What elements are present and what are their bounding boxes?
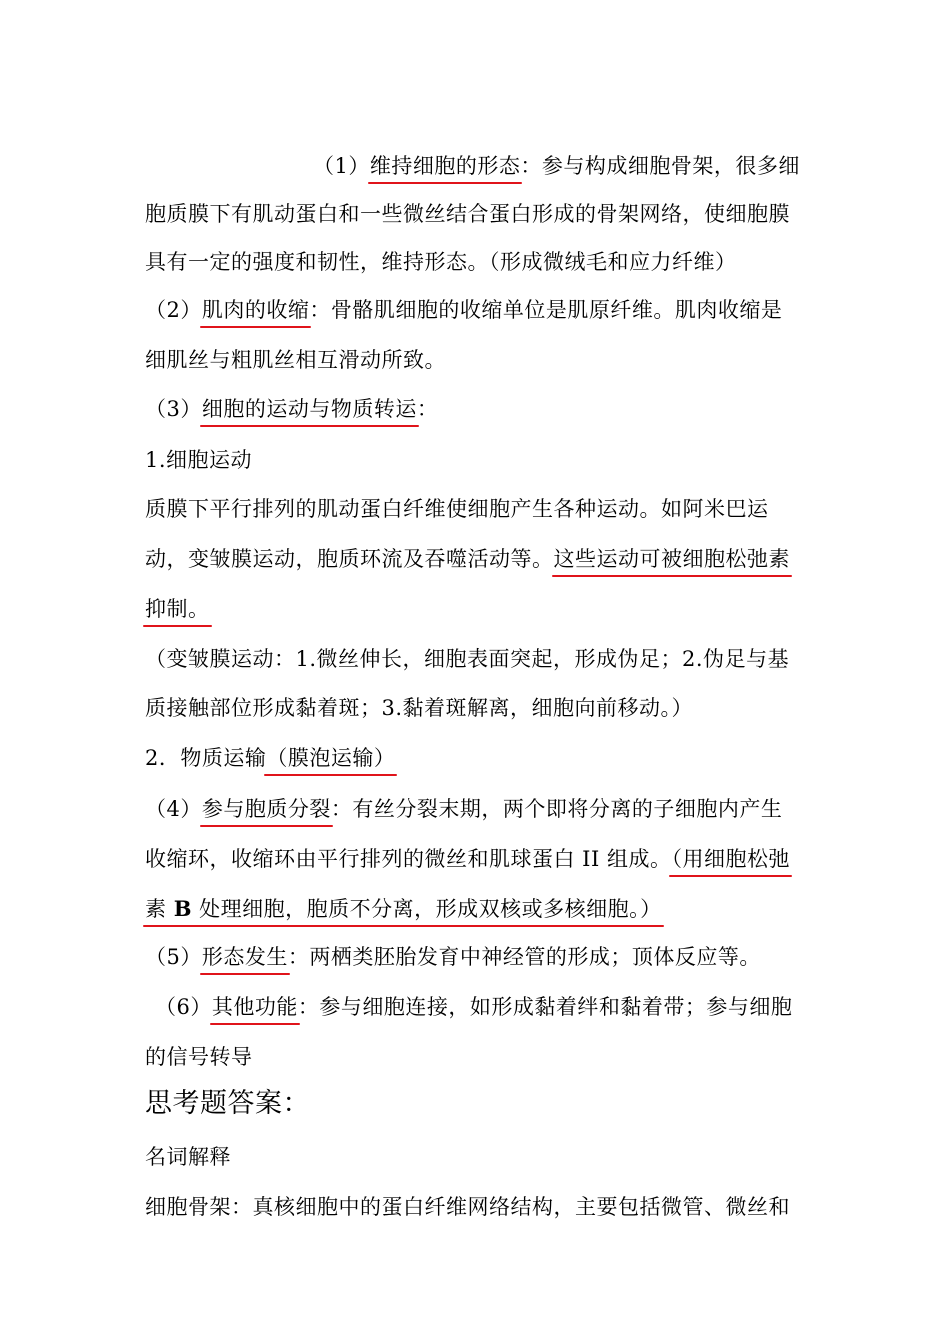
para-5-line-1 — [145, 943, 761, 971]
underlined-term: 细胞的运动与物质转运 — [201, 397, 417, 421]
note-line-2: 质接触部位形成黏着斑；3.黏着斑解离，细胞向前移动。） — [145, 696, 694, 720]
underlined-term: 形态发生 — [201, 945, 288, 969]
underlined-text: （膜泡运输） — [266, 746, 396, 770]
body-text: ：参与细胞连接，如形成黏着绊和黏着带；参与细胞 — [297, 995, 793, 1019]
para-2-line-2: 细肌丝与粗肌丝相互滑动所致。 — [145, 348, 446, 372]
underlined-text: 这些运动可被细胞松弛素 — [553, 547, 790, 571]
underlined-text: 抑制。 — [145, 597, 210, 621]
underlined-term: 其他功能 — [211, 995, 298, 1019]
underlined-term: 维持细胞的形态 — [369, 154, 521, 178]
subheading-material-transport — [145, 744, 395, 772]
section-heading: 思考题答案： — [145, 1088, 310, 1119]
para-3-line-1 — [145, 395, 438, 423]
underlined-term: 参与胞质分裂 — [201, 797, 331, 821]
body-text: 2．物质运输 — [145, 746, 267, 770]
para-4-line-1 — [145, 795, 782, 823]
body-text: ：参与构成细胞骨架，很多细 — [520, 154, 800, 178]
para-movement-line-3 — [145, 595, 210, 623]
subheading-cell-movement: 1.细胞运动 — [145, 448, 253, 472]
para-1-line-3: 具有一定的强度和韧性，维持形态。（形成微绒毛和应力纤维） — [145, 250, 737, 274]
body-text: ：两栖类胚胎发育中神经管的形成；顶体反应等。 — [287, 945, 761, 969]
para-6-line-2: 的信号转导 — [145, 1045, 253, 1069]
subheading-terms: 名词解释 — [145, 1145, 231, 1169]
para-1-line-2: 胞质膜下有肌动蛋白和一些微丝结合蛋白形成的骨架网络，使细胞膜 — [145, 202, 790, 226]
underlined-text — [145, 897, 662, 921]
body-text: 动，变皱膜运动，胞质环流及吞噬活动等。 — [145, 547, 554, 571]
para-1-line-1 — [313, 152, 800, 180]
body-text: 收缩环，收缩环由平行排列的微丝和肌球蛋白 II 组成。 — [145, 847, 672, 871]
underlined-term: 肌肉的收缩 — [201, 298, 310, 322]
body-text: ：骨骼肌细胞的收缩单位是肌原纤维。肌肉收缩是 — [309, 298, 783, 322]
item-number: （2） — [145, 298, 202, 322]
underlined-text: （用细胞松弛 — [671, 847, 790, 871]
item-number: （5） — [145, 945, 202, 969]
body-text: ：有丝分裂末期，两个即将分离的子细胞内产生 — [330, 797, 783, 821]
bold-letter: B — [173, 896, 192, 921]
item-number: （3） — [145, 397, 202, 421]
item-number: （1） — [313, 154, 370, 178]
para-6-line-1 — [155, 993, 792, 1021]
para-movement-line-2 — [145, 545, 790, 573]
item-number: （4） — [145, 797, 202, 821]
para-movement-line-1: 质膜下平行排列的肌动蛋白纤维使细胞产生各种运动。如阿米巴运 — [145, 497, 769, 521]
text-part: 素 — [145, 897, 174, 921]
text-part: 处理细胞，胞质不分离，形成双核或多核细胞。） — [191, 897, 662, 921]
para-4-line-3 — [145, 895, 662, 923]
note-line-1: （变皱膜运动：1.微丝伸长，细胞表面突起，形成伪足；2.伪足与基 — [145, 647, 790, 671]
item-number: （6） — [155, 995, 212, 1019]
para-4-line-2 — [145, 845, 790, 873]
body-text: ： — [416, 397, 439, 421]
para-2-line-1 — [145, 296, 782, 324]
definition-line-1: 细胞骨架：真核细胞中的蛋白纤维网络结构，主要包括微管、微丝和 — [145, 1195, 790, 1219]
